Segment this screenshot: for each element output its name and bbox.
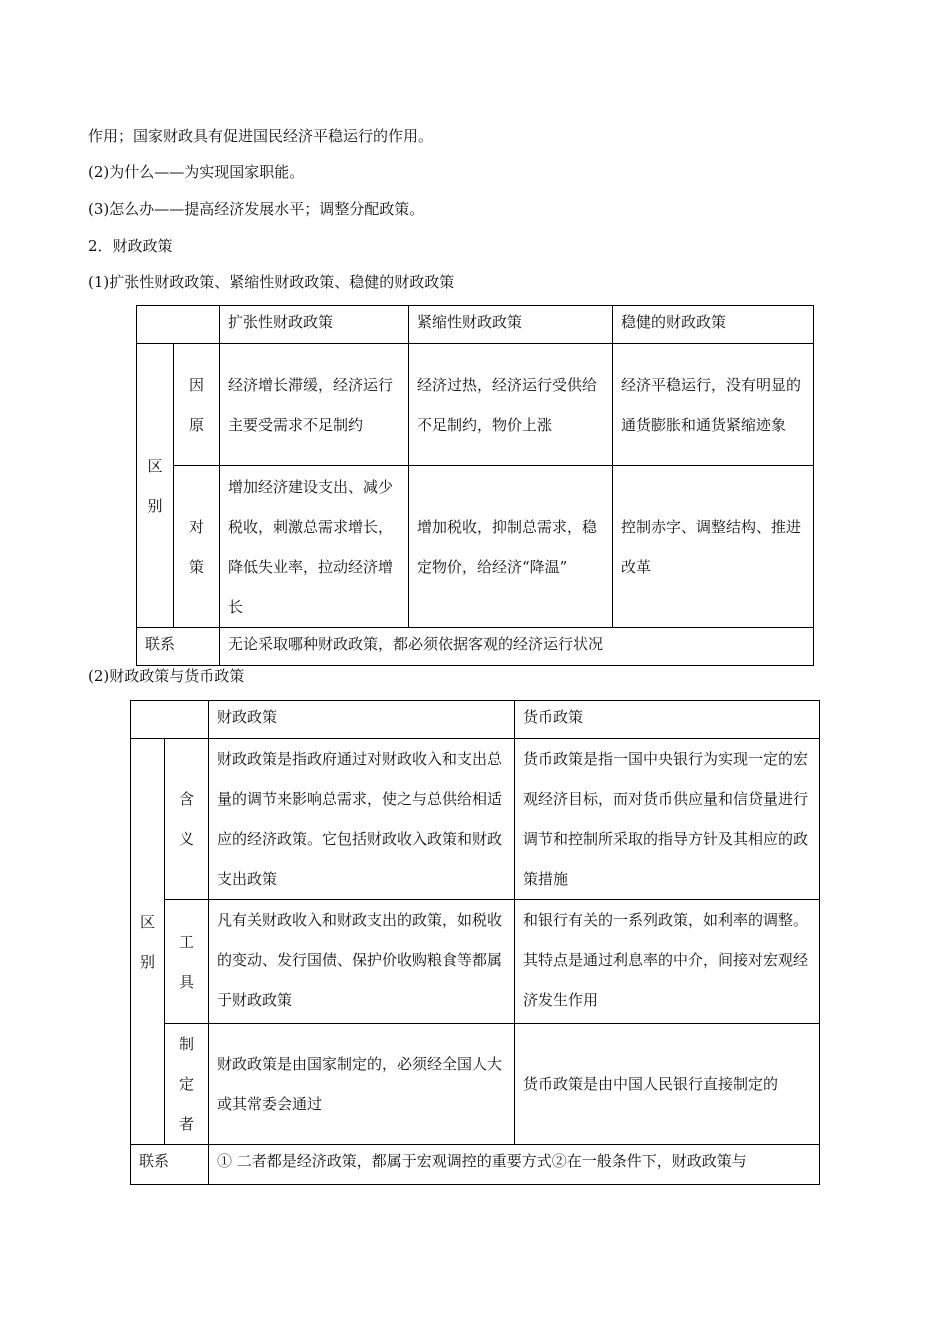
table-header-row xyxy=(131,701,820,739)
table-cell: 财政政策是由国家制定的，必须经全国人大或其常委会通过 xyxy=(209,1024,515,1145)
table-cell: 货币政策是由中国人民银行直接制定的 xyxy=(515,1024,820,1145)
link-label: 联系 xyxy=(137,628,220,666)
header-cell: 扩张性财政政策 xyxy=(220,306,409,344)
table-header-row xyxy=(137,306,814,344)
link-label: 联系 xyxy=(131,1145,209,1185)
category-cell xyxy=(131,739,165,1145)
category-cell xyxy=(137,344,174,628)
intro-line-2: (2)为什么——为实现国家职能。 xyxy=(88,163,305,181)
header-cell: 财政政策 xyxy=(209,701,515,739)
table-row xyxy=(137,344,814,466)
fiscal-monetary-comparison-table xyxy=(130,700,820,1185)
fiscal-policy-types-table xyxy=(136,305,814,666)
header-cell: 紧缩性财政政策 xyxy=(409,306,613,344)
header-cell: 稳健的财政政策 xyxy=(613,306,814,344)
row-label-cell xyxy=(165,739,209,900)
table-row xyxy=(131,739,820,900)
link-row xyxy=(131,1145,820,1185)
subheading-1: (1)扩张性财政政策、紧缩性财政政策、稳健的财政政策 xyxy=(88,273,455,291)
table-cell: 增加经济建设支出、减少税收，刺激总需求增长，降低失业率，拉动经济增长 xyxy=(220,466,409,628)
row-label: 因原 xyxy=(189,375,205,434)
table-cell: 经济平稳运行，没有明显的通货膨胀和通货紧缩迹象 xyxy=(613,344,814,466)
table-cell: 财政政策是指政府通过对财政收入和支出总量的调节来影响总需求，使之与总供给相适应的经济政策。它包括财政收入政策和财政支出政策 xyxy=(209,739,515,900)
table-cell: 增加税收，抑制总需求，稳定物价，给经济“降温” xyxy=(409,466,613,628)
table-row xyxy=(131,1024,820,1145)
intro-line-1: 作用；国家财政具有促进国民经济平稳运行的作用。 xyxy=(88,127,434,145)
row-label: 对策 xyxy=(189,517,205,576)
category-label: 区别 xyxy=(147,456,163,515)
row-label-cell xyxy=(174,466,220,628)
empty-corner-cell xyxy=(131,701,209,739)
table-cell: 货币政策是指一国中央银行为实现一定的宏观经济目标，而对货币供应量和信贷量进行调节和控制所采取的指导方针及其相应的政策措施 xyxy=(515,739,820,900)
table-cell: 凡有关财政收入和财政支出的政策，如税收的变动、发行国债、保护价收购粮食等都属于财政政策 xyxy=(209,900,515,1024)
row-label: 制定者 xyxy=(179,1035,195,1133)
intro-line-3: (3)怎么办——提高经济发展水平；调整分配政策。 xyxy=(88,200,425,218)
row-label-cell xyxy=(165,900,209,1024)
link-row xyxy=(137,628,814,666)
category-label: 区别 xyxy=(140,912,156,971)
table-row xyxy=(137,466,814,628)
link-text: ① 二者都是经济政策，都属于宏观调控的重要方式②在一般条件下，财政政策与 xyxy=(209,1145,820,1185)
table-cell: 和银行有关的一系列政策，如利率的调整。其特点是通过利息率的中介，间接对宏观经济发生作用 xyxy=(515,900,820,1024)
table-cell: 控制赤字、调整结构、推进改革 xyxy=(613,466,814,628)
section-heading: 2．财政政策 xyxy=(88,237,173,255)
row-label: 含义 xyxy=(179,790,195,848)
row-label: 工具 xyxy=(179,932,195,991)
table-cell: 经济过热，经济运行受供给不足制约，物价上涨 xyxy=(409,344,613,466)
link-text: 无论采取哪种财政政策，都必须依据客观的经济运行状况 xyxy=(220,628,814,666)
empty-corner-cell xyxy=(137,306,220,344)
table-row xyxy=(131,900,820,1024)
subheading-2: (2)财政政策与货币政策 xyxy=(88,667,245,685)
row-label-cell xyxy=(165,1024,209,1145)
header-cell: 货币政策 xyxy=(515,701,820,739)
row-label-cell xyxy=(174,344,220,466)
table-cell: 经济增长滞缓，经济运行主要受需求不足制约 xyxy=(220,344,409,466)
